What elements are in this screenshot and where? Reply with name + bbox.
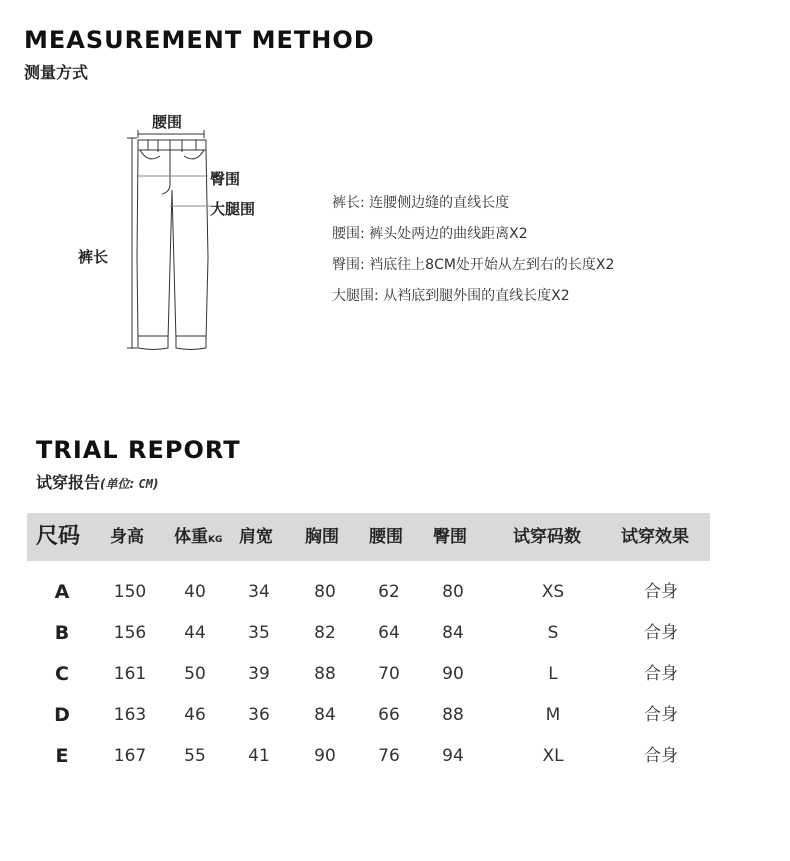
cell-fit: 合身 (644, 623, 678, 643)
cell-chest: 82 (314, 623, 336, 643)
cell-hip: 94 (442, 746, 464, 766)
header-shoulder: 肩宽 (239, 527, 273, 547)
table-row (27, 698, 710, 732)
cell-fit: 合身 (644, 705, 678, 725)
cell-hip: 90 (442, 664, 464, 684)
cell-tried-size: S (547, 623, 559, 643)
table-row (27, 739, 710, 773)
measurement-subtitle: 测量方式 (24, 63, 89, 82)
cell-weight: 44 (184, 623, 206, 643)
cell-fit: 合身 (644, 746, 678, 766)
cell-chest: 84 (314, 705, 336, 725)
header-tried-size: 试穿码数 (513, 527, 581, 547)
cell-waist: 62 (378, 582, 400, 602)
pants-illustration (70, 108, 290, 358)
description-waist: 腰围: 裤头处两边的曲线距离X2 (332, 226, 528, 242)
trial-report-title: TRIAL REPORT (36, 436, 241, 464)
description-thigh: 大腿围: 从裆底到腿外围的直线长度X2 (332, 288, 570, 304)
cell-tried-size: XL (542, 746, 564, 766)
unit-prefix: (单位: (100, 477, 139, 491)
unit-value: CM (138, 477, 153, 491)
measurement-descriptions (332, 188, 614, 312)
cell-shoulder: 36 (248, 705, 270, 725)
cell-hip: 88 (442, 705, 464, 725)
cell-height: 163 (113, 705, 147, 725)
cell-shoulder: 39 (248, 664, 270, 684)
cell-id: B (54, 622, 70, 644)
description-length: 裤长: 连腰侧边缝的直线长度 (332, 195, 510, 211)
cell-waist: 70 (378, 664, 400, 684)
cell-chest: 88 (314, 664, 336, 684)
cell-shoulder: 41 (248, 746, 270, 766)
description-hip: 臀围: 裆底往上8CM处开始从左到右的长度X2 (332, 257, 615, 273)
table-row (27, 657, 710, 691)
cell-height: 150 (113, 582, 147, 602)
cell-weight: 40 (184, 582, 206, 602)
cell-fit: 合身 (644, 582, 678, 602)
table-row (27, 575, 710, 609)
header-fit: 试穿效果 (621, 527, 689, 547)
header-height: 身高 (110, 527, 144, 547)
cell-height: 156 (113, 623, 147, 643)
unit-note (100, 477, 158, 491)
diagram-label-hip: 臀围 (210, 170, 241, 188)
cell-weight: 50 (184, 664, 206, 684)
trial-report-subtitle-text: 试穿报告 (36, 473, 101, 492)
table-row (27, 616, 710, 650)
cell-tried-size: XS (541, 582, 565, 602)
header-hip: 臀围 (433, 527, 467, 547)
cell-waist: 66 (378, 705, 400, 725)
header-weight-unit: KG (208, 535, 223, 545)
cell-shoulder: 35 (248, 623, 270, 643)
cell-hip: 80 (442, 582, 464, 602)
cell-chest: 80 (314, 582, 336, 602)
table-header (27, 513, 710, 561)
diagram-label-length: 裤长 (78, 248, 109, 266)
diagram-label-thigh: 大腿围 (210, 200, 256, 218)
diagram-label-waist: 腰围 (152, 113, 183, 131)
cell-fit: 合身 (644, 664, 678, 684)
header-weight-label: 体重 (174, 527, 208, 547)
header-weight (174, 513, 222, 561)
trial-report-subtitle (36, 470, 158, 493)
cell-height: 167 (113, 746, 147, 766)
measurement-title: MEASUREMENT METHOD (24, 26, 375, 54)
cell-chest: 90 (314, 746, 336, 766)
cell-height: 161 (113, 664, 147, 684)
cell-waist: 76 (378, 746, 400, 766)
cell-id: C (55, 663, 69, 685)
header-waist: 腰围 (369, 527, 403, 547)
unit-suffix: ) (152, 477, 159, 491)
cell-id: E (55, 745, 69, 767)
cell-tried-size: M (545, 705, 561, 725)
pants-diagram (70, 108, 290, 358)
cell-weight: 46 (184, 705, 206, 725)
header-chest: 胸围 (305, 527, 339, 547)
cell-id: D (54, 704, 70, 726)
cell-weight: 55 (184, 746, 206, 766)
cell-shoulder: 34 (248, 582, 270, 602)
header-size: 尺码 (36, 524, 81, 549)
cell-hip: 84 (442, 623, 464, 643)
cell-id: A (54, 581, 70, 603)
cell-waist: 64 (378, 623, 400, 643)
cell-tried-size: L (548, 664, 558, 684)
